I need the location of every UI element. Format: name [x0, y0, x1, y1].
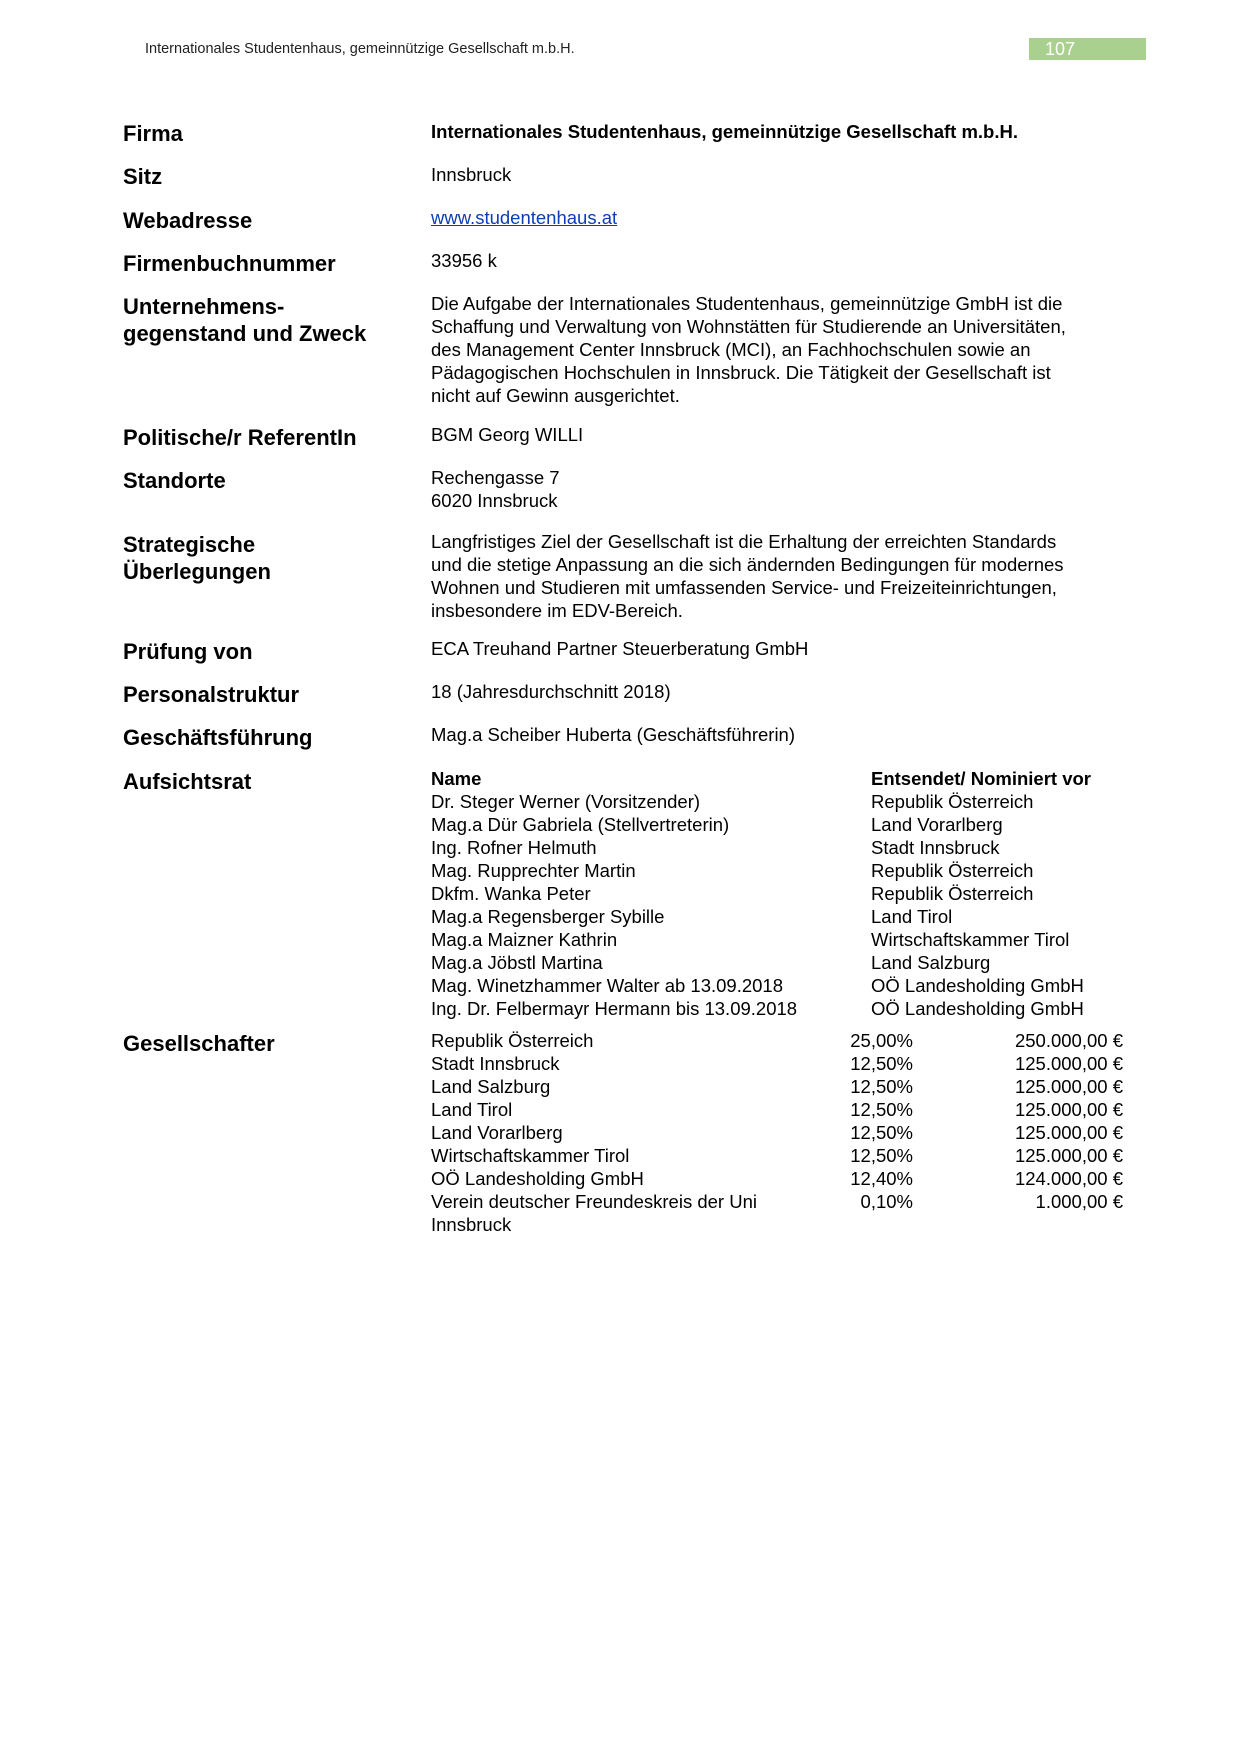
address-street: Rechengasse 7 [431, 467, 560, 488]
text-line: Langfristiges Ziel der Gesellschaft ist die Erhaltung der erreichten Standards [431, 531, 1057, 552]
shareholder-amount: 125.000,00 € [1014, 1145, 1123, 1166]
label-referentin: Politische/r ReferentIn [123, 425, 357, 450]
value-firmenbuchnummer: 33956 k [431, 250, 497, 271]
shareholder-name: Republik Österreich [431, 1030, 594, 1051]
text-line: des Management Center Innsbruck (MCI), an Fachhochschulen sowie an [431, 339, 1031, 360]
label-firmenbuchnummer: Firmenbuchnummer [123, 251, 336, 276]
member-entsendet: Republik Österreich [871, 883, 1034, 904]
aufsichtsrat-entsendet [871, 767, 1141, 1020]
label-unternehmensgegenstand [123, 293, 423, 347]
label-geschaeftsfuehrung: Geschäftsführung [123, 725, 313, 750]
website-link[interactable]: www.studentenhaus.at [431, 207, 618, 228]
value-referentin: BGM Georg WILLI [431, 424, 584, 445]
label-standorte: Standorte [123, 468, 226, 493]
shareholder-name: Stadt Innsbruck [431, 1053, 560, 1074]
text-line: Pädagogischen Hochschulen in Innsbruck. Die Tätigkeit der Gesellschaft ist [431, 362, 1051, 383]
shareholder-amount: 125.000,00 € [1014, 1122, 1123, 1143]
value-strategie [431, 530, 1131, 622]
label-strategie [123, 531, 423, 585]
text-line: nicht auf Gewinn ausgerichtet. [431, 385, 680, 406]
shareholder-name: Land Vorarlberg [431, 1122, 563, 1143]
page-number: 107 [1029, 38, 1146, 60]
value-geschaeftsfuehrung: Mag.a Scheiber Huberta (Geschäftsführerin) [431, 724, 796, 745]
text-line: und die stetige Anpassung an die sich ändernden Bedingungen für modernes [431, 554, 1064, 575]
member-entsendet: Land Salzburg [871, 952, 991, 973]
label-firma: Firma [123, 121, 183, 146]
label-line: Überlegungen [123, 559, 271, 584]
member-entsendet: OÖ Landesholding GmbH [871, 975, 1084, 996]
label-line: gegenstand und Zweck [123, 321, 367, 346]
member-entsendet: OÖ Landesholding GmbH [871, 998, 1084, 1019]
member-name: Mag.a Regensberger Sybille [431, 906, 665, 927]
shareholder-percent: 12,50% [850, 1145, 913, 1166]
shareholder-name: Wirtschaftskammer Tirol [431, 1145, 630, 1166]
text-line: insbesondere im EDV-Bereich. [431, 600, 683, 621]
shareholder-amount: 125.000,00 € [1014, 1053, 1123, 1074]
value-standorte [431, 466, 1131, 512]
value-firma: Internationales Studentenhaus, gemeinnützige Gesellschaft m.b.H. [431, 121, 1018, 142]
aufsichtsrat-names [431, 767, 871, 1020]
member-name: Ing. Rofner Helmuth [431, 837, 597, 858]
member-entsendet: Land Tirol [871, 906, 953, 927]
shareholder-name-continuation: Innsbruck [431, 1214, 512, 1235]
value-personal: 18 (Jahresdurchschnitt 2018) [431, 681, 671, 702]
label-pruefung: Prüfung von [123, 639, 253, 664]
gesellschafter-betraege [913, 1029, 1123, 1213]
label-line: Strategische [123, 532, 256, 557]
member-name: Mag.a Maizner Kathrin [431, 929, 618, 950]
shareholder-percent: 12,50% [850, 1099, 913, 1120]
value-pruefung: ECA Treuhand Partner Steuerberatung GmbH [431, 638, 809, 659]
member-name: Dkfm. Wanka Peter [431, 883, 591, 904]
label-aufsichtsrat: Aufsichtsrat [123, 769, 252, 794]
text-line: Die Aufgabe der Internationales Studentenhaus, gemeinnützige GmbH ist die [431, 293, 1063, 314]
shareholder-amount: 250.000,00 € [1014, 1030, 1123, 1051]
shareholder-percent: 12,50% [850, 1053, 913, 1074]
shareholder-percent: 12,40% [850, 1168, 913, 1189]
shareholder-name: Verein deutscher Freundeskreis der Uni [431, 1191, 757, 1212]
shareholder-percent: 12,50% [850, 1122, 913, 1143]
shareholder-name: Land Salzburg [431, 1076, 551, 1097]
member-entsendet: Stadt Innsbruck [871, 837, 1000, 858]
member-entsendet: Republik Österreich [871, 860, 1034, 881]
value-unternehmensgegenstand [431, 292, 1131, 407]
shareholder-name: Land Tirol [431, 1099, 513, 1120]
label-gesellschafter: Gesellschafter [123, 1031, 275, 1056]
label-line: Unternehmens- [123, 294, 285, 319]
value-sitz: Innsbruck [431, 164, 512, 185]
member-name: Mag. Rupprechter Martin [431, 860, 636, 881]
shareholder-amount: 124.000,00 € [1014, 1168, 1123, 1189]
shareholder-percent: 0,10% [860, 1191, 913, 1212]
member-name: Ing. Dr. Felbermayr Hermann bis 13.09.2018 [431, 998, 798, 1019]
member-entsendet: Land Vorarlberg [871, 814, 1003, 835]
label-webadresse: Webadresse [123, 208, 253, 233]
value-webadresse [431, 206, 1131, 229]
address-city: 6020 Innsbruck [431, 490, 558, 511]
member-entsendet: Republik Österreich [871, 791, 1034, 812]
gesellschafter-names [431, 1029, 801, 1236]
column-header-entsendet: Entsendet/ Nominiert vor [871, 768, 1091, 789]
shareholder-amount: 125.000,00 € [1014, 1076, 1123, 1097]
member-name: Mag. Winetzhammer Walter ab 13.09.2018 [431, 975, 784, 996]
column-header-name: Name [431, 768, 482, 789]
label-sitz: Sitz [123, 164, 163, 189]
member-name: Mag.a Jöbstl Martina [431, 952, 603, 973]
shareholder-percent: 25,00% [850, 1030, 913, 1051]
text-line: Wohnen und Studieren mit umfassenden Service- und Freizeiteinrichtungen, [431, 577, 1057, 598]
shareholder-percent: 12,50% [850, 1076, 913, 1097]
shareholder-amount: 125.000,00 € [1014, 1099, 1123, 1120]
shareholder-name: OÖ Landesholding GmbH [431, 1168, 644, 1189]
member-entsendet: Wirtschaftskammer Tirol [871, 929, 1070, 950]
member-name: Mag.a Dür Gabriela (Stellvertreterin) [431, 814, 730, 835]
label-personal: Personalstruktur [123, 682, 300, 707]
shareholder-amount: 1.000,00 € [1035, 1191, 1123, 1212]
header-title: Internationales Studentenhaus, gemeinnützige Gesellschaft m.b.H. [145, 41, 575, 57]
member-name: Dr. Steger Werner (Vorsitzender) [431, 791, 701, 812]
text-line: Schaffung und Verwaltung von Wohnstätten für Studierende an Universitäten, [431, 316, 1066, 337]
gesellschafter-anteile [800, 1029, 913, 1213]
